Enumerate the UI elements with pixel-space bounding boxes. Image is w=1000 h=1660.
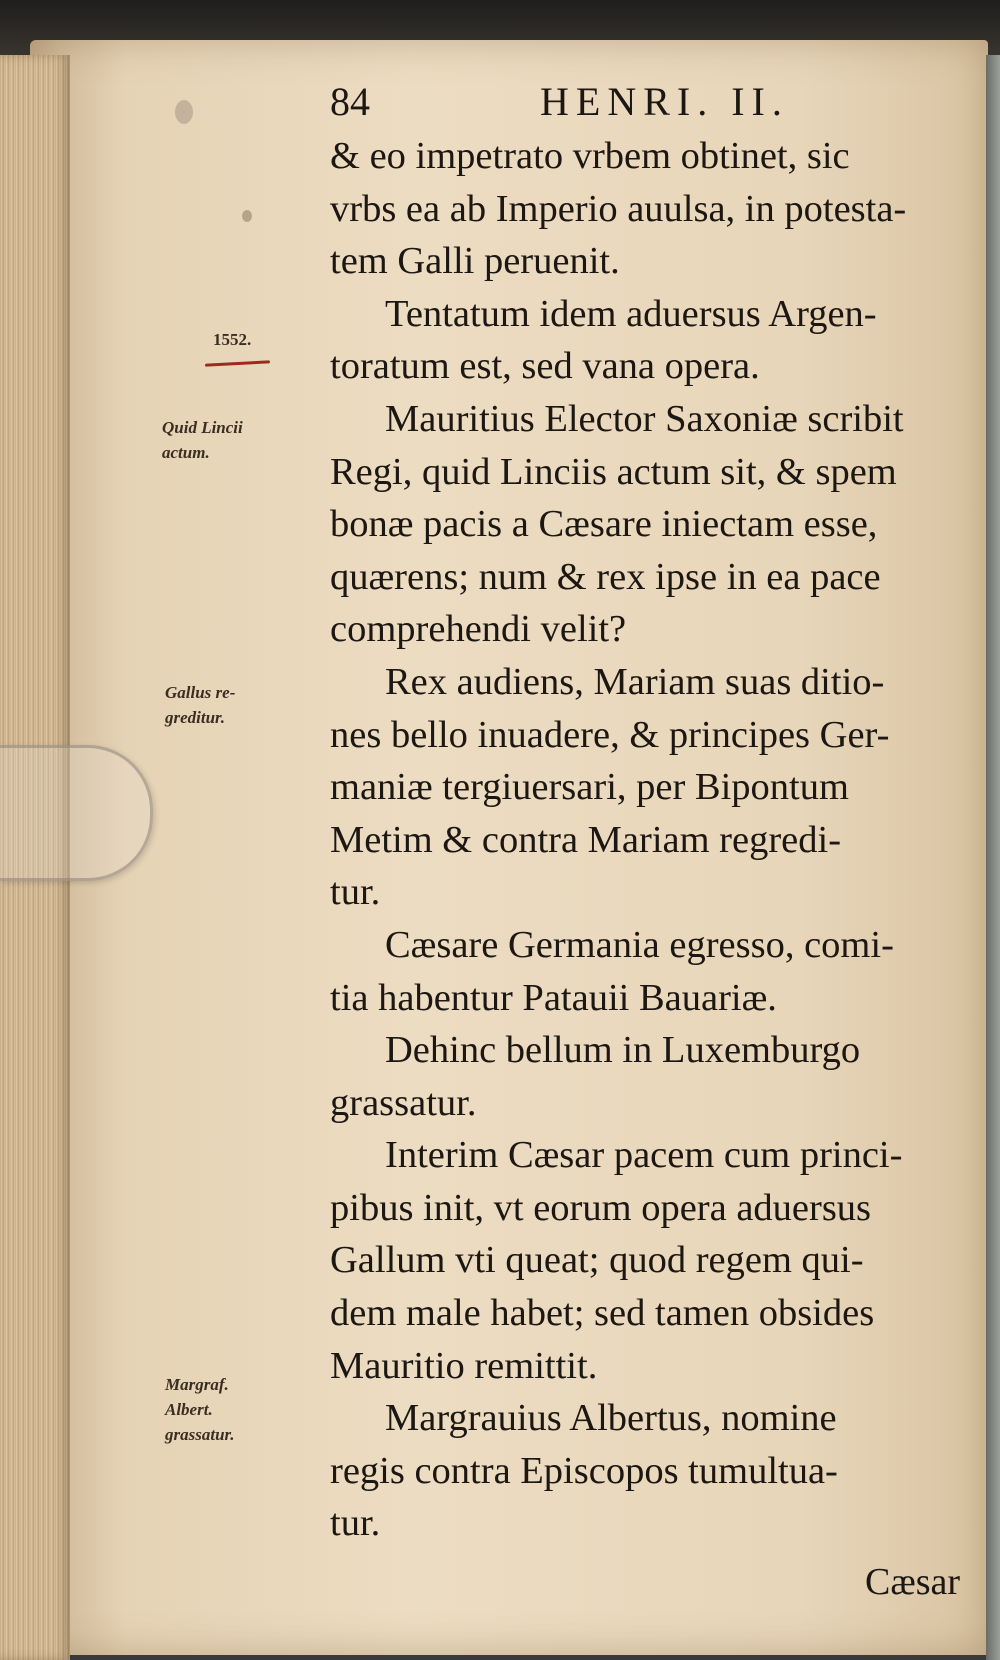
- text-line: tur.: [330, 1502, 381, 1545]
- page-number: 84: [330, 79, 370, 124]
- text-line: bonæ pacis a Cæsare iniectam esse,: [330, 503, 878, 546]
- body-text: [330, 130, 970, 1609]
- text-line: quærens; num & rex ipse in ea pace: [330, 555, 881, 598]
- page-header: [330, 78, 830, 128]
- text-line: maniæ tergiuersari, per Bipontum: [330, 766, 849, 809]
- page-clip: [0, 745, 153, 881]
- text-line: Margrauius Albertus, nomine: [385, 1397, 837, 1440]
- ink-spot: [242, 210, 252, 222]
- catchword: Cæsar: [865, 1561, 960, 1604]
- text-line: Interim Cæsar pacem cum princi-: [385, 1134, 903, 1177]
- text-line: nes bello inuadere, & principes Ger-: [330, 713, 890, 756]
- text-line: Mauritio remittit.: [330, 1344, 598, 1387]
- text-line: regis contra Episcopos tumultua-: [330, 1449, 838, 1492]
- text-line: tia habentur Patauii Bauariæ.: [330, 976, 777, 1019]
- margin-note-line: greditur.: [165, 708, 225, 727]
- text-line: Regi, quid Linciis actum sit, & spem: [330, 450, 897, 493]
- text-line: Mauritius Elector Saxoniæ scribit: [385, 397, 904, 440]
- text-line: toratum est, sed vana opera.: [330, 345, 760, 388]
- text-line: Metim & contra Mariam regredi-: [330, 818, 842, 861]
- text-line: tem Galli peruenit.: [330, 240, 620, 283]
- margin-note-line: Quid Lincii: [162, 418, 243, 437]
- scan-edge: [986, 55, 1000, 1660]
- text-line: & eo impetrato vrbem obtinet, sic: [330, 135, 850, 177]
- text-line: Dehinc bellum in Luxemburgo: [385, 1029, 861, 1072]
- margin-year: 1552.: [213, 330, 252, 349]
- text-line: dem male habet; sed tamen obsides: [330, 1292, 875, 1335]
- margin-note-margraf: [165, 1372, 234, 1447]
- margin-note-gallus: [165, 680, 235, 730]
- margin-note-line: actum.: [162, 443, 210, 462]
- margin-note-lincii: [162, 415, 243, 465]
- running-title: HENRI. II.: [540, 79, 789, 124]
- text-line: Cæsare Germania egresso, comi-: [385, 923, 894, 966]
- text-line: Tentatum idem aduersus Argen-: [385, 292, 877, 335]
- margin-note-line: Gallus re-: [165, 683, 236, 702]
- text-line: grassatur.: [330, 1081, 477, 1124]
- text-line: pibus init, vt eorum opera aduersus: [330, 1186, 872, 1229]
- text-line: Rex audiens, Mariam suas ditio-: [385, 660, 885, 703]
- text-line: Gallum vti queat; quod regem qui-: [330, 1239, 864, 1282]
- margin-note-line: grassatur.: [165, 1425, 235, 1444]
- text-line: vrbs ea ab Imperio auulsa, in potesta-: [330, 187, 907, 230]
- margin-note-line: Albert.: [165, 1400, 213, 1419]
- text-line: tur.: [330, 871, 381, 914]
- ink-spot: [175, 100, 193, 124]
- margin-note-line: Margraf.: [165, 1375, 229, 1394]
- text-line: comprehendi velit?: [330, 608, 627, 651]
